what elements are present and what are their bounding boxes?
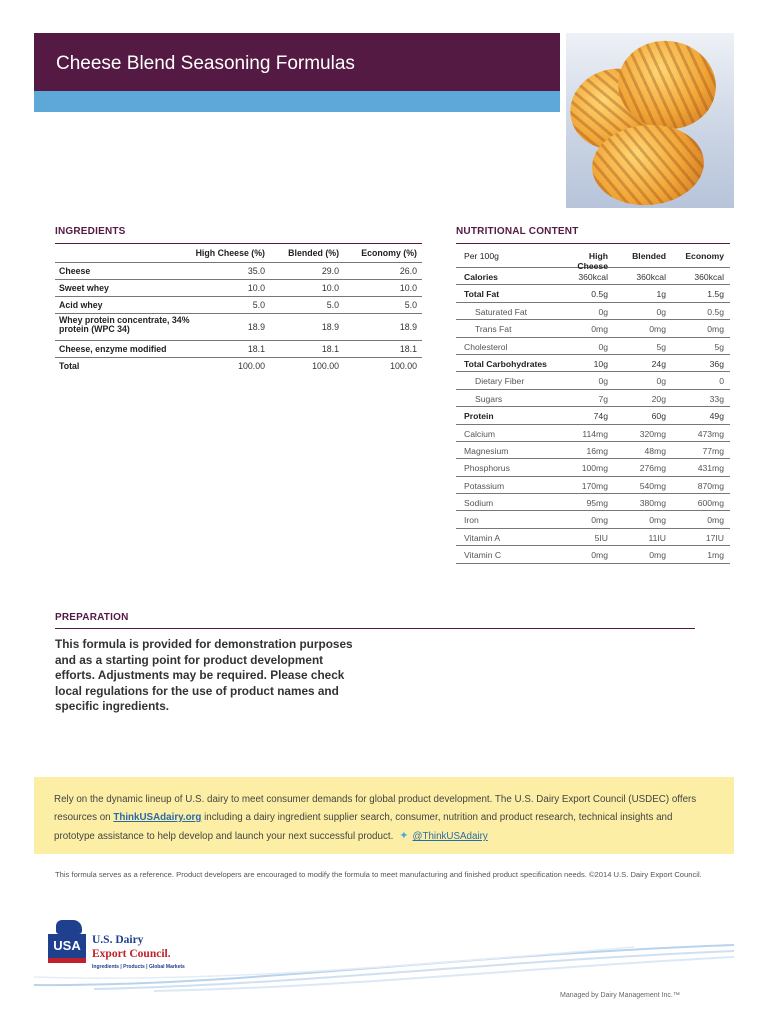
flag-stripe <box>48 958 86 963</box>
logo-tagline: Ingredients | Products | Global Markets <box>92 964 185 970</box>
ingredient-value: 18.9 <box>399 322 417 332</box>
nutrient-name: Potassium <box>464 480 505 491</box>
table-row <box>55 263 422 280</box>
nutrient-value: 360kcal <box>578 272 608 282</box>
managed-by-text: Managed by Dairy Management Inc.™ <box>560 992 680 999</box>
nutrient-value: 0g <box>598 306 608 317</box>
ingredient-value: 5.0 <box>404 300 417 310</box>
nutrient-value: 5IU <box>594 532 608 543</box>
nutrient-value: 0mg <box>649 324 666 335</box>
nutrient-name: Vitamin C <box>464 550 502 561</box>
nutrient-name: Total Fat <box>464 289 500 300</box>
ingredient-value: 26.0 <box>399 266 417 276</box>
nutrient-value: 320mg <box>639 428 666 439</box>
table-row <box>456 494 730 511</box>
nutrient-value: 33g <box>709 393 724 404</box>
table-header-row <box>55 244 422 263</box>
column-header: Blended <box>632 251 666 261</box>
nutrient-name: Sugars <box>475 393 503 404</box>
ingredient-value: 18.1 <box>247 344 265 354</box>
nutrient-value: 5g <box>656 341 666 352</box>
preparation-text: This formula is provided for demonstration purposes and as a starting point for product development efforts. Adjustments may be required. Please check local regulations for the use of product names and specific ingredients. <box>55 637 353 713</box>
nutrient-value: 74g <box>593 411 608 422</box>
nutrient-value: 0.5g <box>591 289 608 300</box>
page-title: Cheese Blend Seasoning Formulas <box>56 53 355 74</box>
promo-text <box>54 791 714 846</box>
nutrient-value: 60g <box>651 411 666 422</box>
table-row <box>456 372 730 389</box>
ingredients-table <box>55 244 422 375</box>
nutrient-value: 600mg <box>697 498 724 509</box>
nutrient-value: 540mg <box>639 480 666 491</box>
table-row <box>456 459 730 476</box>
table-row <box>456 355 730 372</box>
table-row <box>456 320 730 337</box>
table-row <box>456 303 730 320</box>
table-row <box>456 477 730 494</box>
nutrient-value: 100mg <box>581 463 608 474</box>
table-row <box>456 425 730 442</box>
nutrient-value: 5g <box>714 341 724 352</box>
nutrient-name: Vitamin A <box>464 532 501 543</box>
preparation-heading: PREPARATION <box>55 612 129 623</box>
nutrient-value: 114mg <box>582 428 608 439</box>
nutrient-value: 0mg <box>591 515 608 526</box>
table-row <box>55 297 422 314</box>
ingredient-value: 100.00 <box>312 361 339 371</box>
table-row <box>55 314 422 341</box>
nutrient-value: 0mg <box>707 515 724 526</box>
table-row <box>456 338 730 355</box>
nutrient-value: 24g <box>651 358 666 369</box>
ingredient-value: 18.1 <box>399 344 417 354</box>
promo-text-before: Rely on the dynamic lineup of U.S. dairy to meet consumer demands for global product development. The U.S. Dairy Export Council (USDEC) offers resources on <box>54 794 697 823</box>
table-header-row <box>456 244 730 271</box>
table-row <box>55 341 422 358</box>
nutrient-name: Sodium <box>464 498 494 509</box>
table-row <box>456 285 730 302</box>
usdec-logo <box>48 920 208 976</box>
table-row <box>456 442 730 459</box>
ingredient-value: 18.9 <box>247 322 265 332</box>
nutrient-value: 1.5g <box>707 289 724 300</box>
nutrient-value: 276mg <box>639 463 666 474</box>
nutrient-value: 431mg <box>697 463 724 474</box>
nutrient-name: Phosphorus <box>464 463 510 474</box>
nutrient-value: 0mg <box>649 515 666 526</box>
logo-name-line1: U.S. Dairy <box>92 934 144 946</box>
promo-text-after: including a dairy ingredient supplier search, consumer, nutrition and product research, technical insights and prototype assistance to help develop and launch your next successful product. <box>54 812 673 842</box>
ingredient-name: Cheese, enzyme modified <box>59 344 167 354</box>
ingredient-name: Sweet whey <box>59 283 109 293</box>
nutrient-value: 1mg <box>707 550 724 561</box>
nutrient-value: 16mg <box>586 445 608 456</box>
ingredient-value: 10.0 <box>247 283 265 293</box>
nutrient-name: Trans Fat <box>475 324 512 335</box>
nutrient-value: 0mg <box>591 324 608 335</box>
nutrient-name: Calcium <box>464 428 496 439</box>
ingredient-name: Acid whey <box>59 300 103 310</box>
ingredient-value: 35.0 <box>247 266 265 276</box>
nutrient-value: 36g <box>709 358 724 369</box>
nutrient-value: 17IU <box>705 532 724 543</box>
nutrient-value: 870mg <box>697 480 724 491</box>
nutrient-value: 0g <box>598 341 608 352</box>
ingredient-value: 29.0 <box>321 266 339 276</box>
table-row <box>456 546 730 563</box>
nutrient-value: 11IU <box>648 532 666 543</box>
nutrition-heading: NUTRITIONAL CONTENT <box>456 226 579 237</box>
table-row <box>456 407 730 424</box>
column-header: High Cheese (%) <box>195 248 265 258</box>
promo-box <box>34 777 734 854</box>
nutrient-value: 380mg <box>639 498 666 509</box>
nutrient-value: 170mg <box>581 480 608 491</box>
ingredient-value: 100.00 <box>390 361 417 371</box>
nutrient-value: 49g <box>709 411 724 422</box>
nutrient-value: 7g <box>598 393 608 404</box>
nutrient-value: 48mg <box>644 445 666 456</box>
table-row <box>456 529 730 546</box>
nutrient-name: Iron <box>464 515 479 526</box>
nutrient-value: 360kcal <box>694 272 724 282</box>
nutrient-name: Calories <box>464 272 498 282</box>
accent-bar <box>34 91 560 112</box>
title-bar <box>34 33 560 91</box>
ingredients-heading: INGREDIENTS <box>55 226 126 237</box>
table-row <box>456 268 730 285</box>
column-header: Economy (%) <box>361 248 417 258</box>
column-header: Per 100g <box>464 251 499 261</box>
nutrient-value: 473mg <box>697 428 724 439</box>
ingredient-value: 18.9 <box>321 322 339 332</box>
nutrient-value: 360kcal <box>636 272 666 282</box>
table-row <box>456 511 730 528</box>
nutrient-value: 10g <box>593 358 608 369</box>
column-header: Economy <box>685 251 724 261</box>
ingredient-value: 10.0 <box>399 283 417 293</box>
table-row-total <box>55 358 422 375</box>
column-header: High Cheese <box>577 251 608 271</box>
nutrient-value: 95mg <box>586 498 608 509</box>
nutrient-name: Protein <box>464 411 494 422</box>
twitter-handle-link[interactable]: @ThinkUSAdairy <box>412 831 488 842</box>
nutrient-value: 77mg <box>702 445 724 456</box>
cow-icon <box>56 920 82 934</box>
nutrient-value: 20g <box>651 393 666 404</box>
nutrition-table <box>456 244 730 564</box>
nutrient-name: Saturated Fat <box>475 306 528 317</box>
nutrient-name: Cholesterol <box>464 341 508 352</box>
twitter-icon[interactable]: ✦ <box>399 830 409 842</box>
preparation-rule <box>55 628 695 629</box>
table-row <box>456 390 730 407</box>
usa-badge: USA <box>48 934 86 958</box>
ingredient-name: Whey protein concentrate, 34% protein (WPC 34) <box>59 315 190 334</box>
disclaimer-text: This formula serves as a reference. Product developers are encouraged to modify the formula to meet manufacturing and finished product specification needs. ©2014 U.S. Dairy Export Council. <box>55 870 702 879</box>
column-header: Blended (%) <box>288 248 339 258</box>
nutrient-name: Dietary Fiber <box>475 376 525 387</box>
nutrient-name: Magnesium <box>464 445 509 456</box>
nutrient-value: 0mg <box>649 550 666 561</box>
nutrient-value: 0.5g <box>707 306 724 317</box>
nutrient-name: Total Carbohydrates <box>464 358 547 369</box>
nutrient-value: 0g <box>656 376 666 387</box>
nutrient-value: 0g <box>598 376 608 387</box>
ingredient-name: Cheese <box>59 266 91 276</box>
nutrient-value: 0 <box>719 376 724 387</box>
logo-name-line2: Export Council. <box>92 948 171 960</box>
table-row <box>55 280 422 297</box>
ingredient-value: 100.00 <box>238 361 265 371</box>
nutrient-value: 0mg <box>591 550 608 561</box>
ingredient-value: 5.0 <box>252 300 265 310</box>
nutrient-value: 0mg <box>707 324 724 335</box>
nutrient-value: 1g <box>656 289 666 300</box>
ingredient-value: 10.0 <box>321 283 339 293</box>
nutrient-value: 0g <box>656 306 666 317</box>
ingredient-value: 5.0 <box>326 300 339 310</box>
ingredient-value: 18.1 <box>321 344 339 354</box>
chips-photo <box>566 33 734 208</box>
thinkusadairy-link[interactable]: ThinkUSAdairy.org <box>113 812 202 823</box>
ingredient-name: Total <box>59 361 80 371</box>
